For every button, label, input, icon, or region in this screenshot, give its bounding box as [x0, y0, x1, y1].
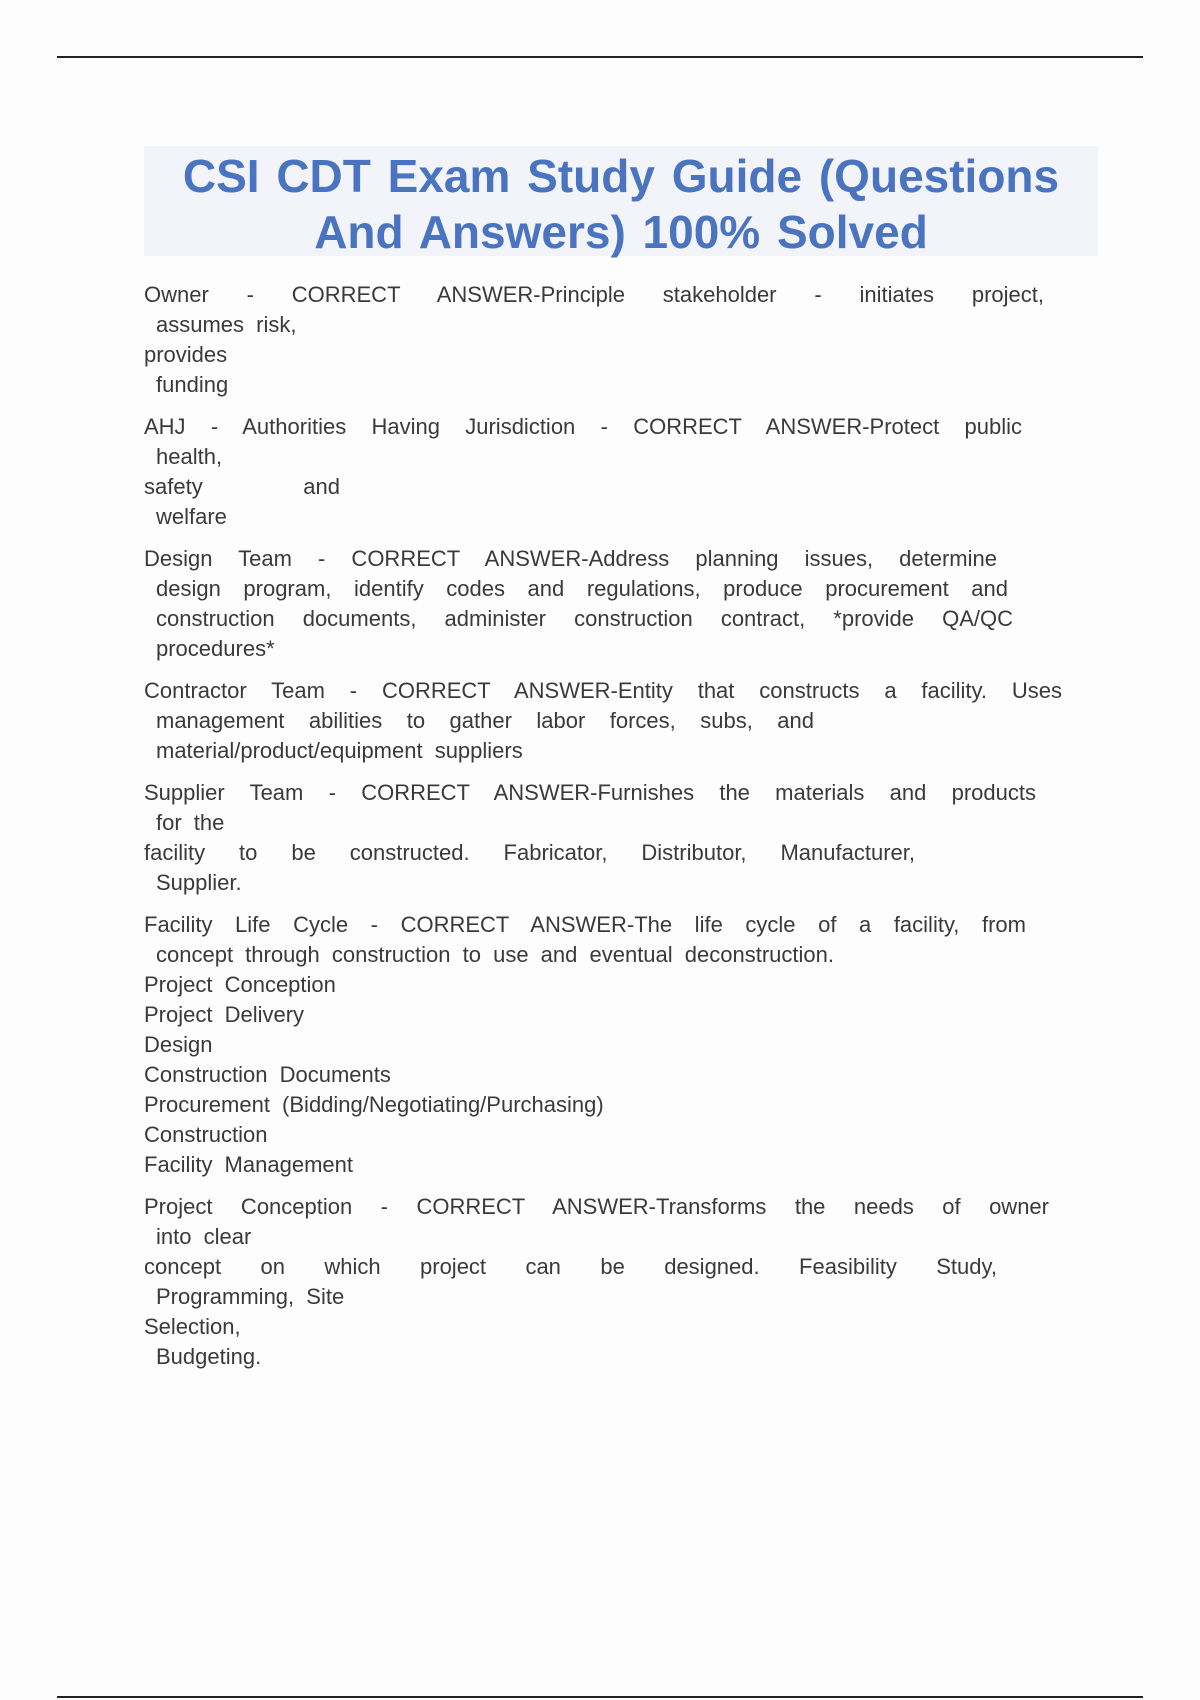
header-rule	[57, 56, 1143, 58]
qa-entry-design-team	[144, 544, 1084, 664]
document-title	[144, 146, 1098, 260]
document-body	[144, 280, 1084, 1384]
qa-entry-owner	[144, 280, 1084, 400]
entry-line: AHJ - Authorities Having Jurisdiction - CORRECT ANSWER-Protect public	[144, 414, 1022, 439]
qa-entry-contractor-team	[144, 676, 1084, 766]
entry-line: Facility Life Cycle - CORRECT ANSWER-The life cycle of a facility, from	[144, 912, 1026, 937]
qa-entry-ahj	[144, 412, 1084, 532]
entry-line: Selection,	[144, 1314, 241, 1339]
entry-line: funding	[156, 372, 229, 397]
entry-line: design program, identify codes and regulations, produce procurement and	[156, 576, 1008, 601]
entry-line: assumes risk,	[156, 312, 297, 337]
entry-line: Project Delivery	[144, 1002, 305, 1027]
entry-line: facility to be constructed. Fabricator, Distributor, Manufacturer,	[144, 840, 915, 865]
entry-line: safety and	[144, 474, 340, 499]
title-line-2: And Answers) 100% Solved	[314, 206, 928, 258]
entry-line: concept through construction to use and eventual deconstruction.	[156, 942, 834, 967]
entry-line: material/product/equipment suppliers	[156, 738, 523, 763]
entry-line: Supplier Team - CORRECT ANSWER-Furnishes the materials and products	[144, 780, 1036, 805]
qa-entry-facility-life-cycle	[144, 910, 1084, 1180]
entry-line: Procurement (Bidding/Negotiating/Purchasing)	[144, 1092, 604, 1117]
entry-line: Facility Management	[144, 1152, 353, 1177]
entry-line: Owner - CORRECT ANSWER-Principle stakeholder - initiates project,	[144, 282, 1044, 307]
footer-rule	[57, 1696, 1143, 1698]
entry-line: concept on which project can be designed. Feasibility Study,	[144, 1254, 997, 1279]
entry-line: Design	[144, 1032, 213, 1057]
qa-entry-supplier-team	[144, 778, 1084, 898]
entry-line: Construction	[144, 1122, 268, 1147]
entry-line: Project Conception - CORRECT ANSWER-Transforms the needs of owner	[144, 1194, 1049, 1219]
entry-line: procedures*	[156, 636, 275, 661]
entry-line: for the	[156, 810, 225, 835]
title-line-1: CSI CDT Exam Study Guide (Questions	[182, 150, 1060, 202]
entry-line: Construction Documents	[144, 1062, 391, 1087]
entry-line: health,	[156, 444, 223, 469]
entry-line: Programming, Site	[156, 1284, 345, 1309]
entry-line: Supplier.	[156, 870, 242, 895]
entry-line: Budgeting.	[156, 1344, 262, 1369]
entry-line: construction documents, administer construction contract, *provide QA/QC	[156, 606, 1013, 631]
entry-line: welfare	[156, 504, 227, 529]
entry-line: Design Team - CORRECT ANSWER-Address planning issues, determine	[144, 546, 997, 571]
title-block	[144, 146, 1098, 256]
entry-line: into clear	[156, 1224, 252, 1249]
entry-line: Project Conception	[144, 972, 336, 997]
entry-line: provides	[144, 342, 228, 367]
entry-line: Contractor Team - CORRECT ANSWER-Entity that constructs a facility. Uses	[144, 678, 1062, 703]
entry-line: management abilities to gather labor forces, subs, and	[156, 708, 814, 733]
qa-entry-project-conception	[144, 1192, 1084, 1372]
